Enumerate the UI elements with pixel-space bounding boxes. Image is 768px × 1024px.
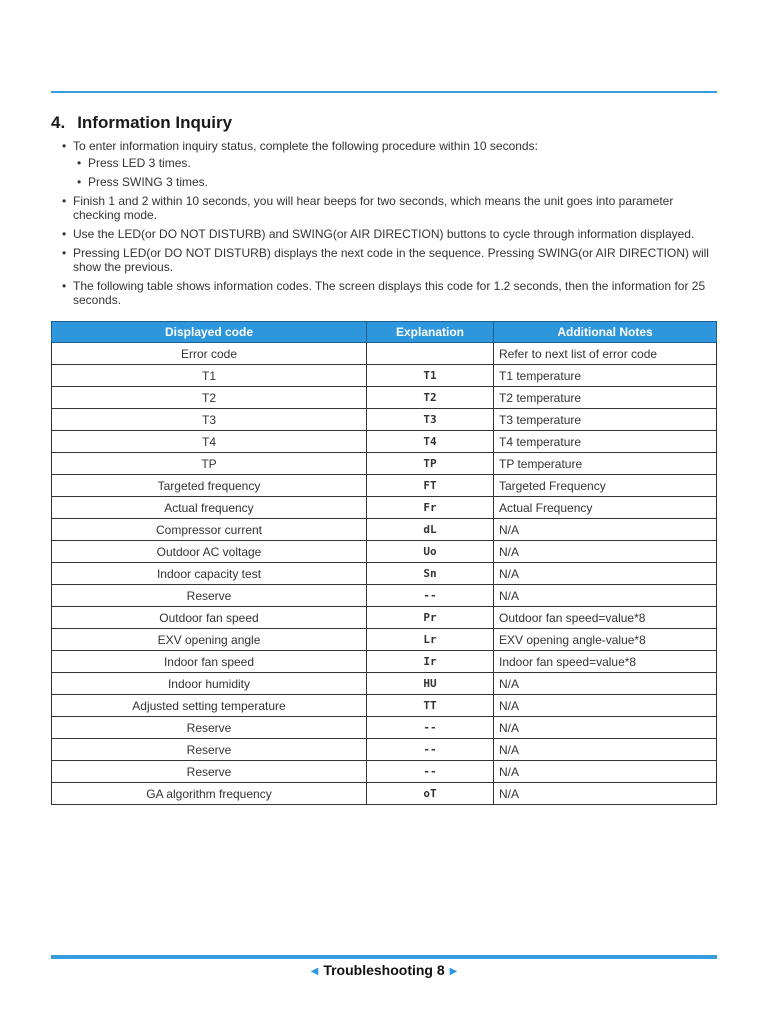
cell-notes: Targeted Frequency bbox=[494, 475, 717, 497]
cell-notes: N/A bbox=[494, 783, 717, 805]
header-displayed-code: Displayed code bbox=[52, 322, 367, 343]
cell-displayed-code: Targeted frequency bbox=[52, 475, 367, 497]
bottom-divider bbox=[51, 955, 717, 959]
table-row bbox=[52, 541, 717, 563]
cell-explanation: dL bbox=[367, 519, 494, 541]
cell-explanation: Lr bbox=[367, 629, 494, 651]
cell-notes: TP temperature bbox=[494, 453, 717, 475]
left-triangle-icon[interactable]: ◀ bbox=[310, 966, 319, 977]
cell-notes: N/A bbox=[494, 761, 717, 783]
table-row bbox=[52, 695, 717, 717]
cell-notes: Refer to next list of error code bbox=[494, 343, 717, 365]
table-row bbox=[52, 739, 717, 761]
table-row bbox=[52, 343, 717, 365]
information-code-table bbox=[51, 321, 717, 805]
table-row bbox=[52, 563, 717, 585]
cell-explanation: T3 bbox=[367, 409, 494, 431]
cell-notes: N/A bbox=[494, 695, 717, 717]
cell-notes: T1 temperature bbox=[494, 365, 717, 387]
cell-displayed-code: Outdoor fan speed bbox=[52, 607, 367, 629]
cell-displayed-code: Outdoor AC voltage bbox=[52, 541, 367, 563]
cell-explanation: Sn bbox=[367, 563, 494, 585]
cell-explanation: oT bbox=[367, 783, 494, 805]
cell-notes: T3 temperature bbox=[494, 409, 717, 431]
table-row bbox=[52, 453, 717, 475]
cell-displayed-code: Actual frequency bbox=[52, 497, 367, 519]
cell-displayed-code: Indoor capacity test bbox=[52, 563, 367, 585]
cell-displayed-code: TP bbox=[52, 453, 367, 475]
cell-explanation: T1 bbox=[367, 365, 494, 387]
cell-notes: EXV opening angle-value*8 bbox=[494, 629, 717, 651]
cell-notes: Outdoor fan speed=value*8 bbox=[494, 607, 717, 629]
cell-displayed-code: Indoor fan speed bbox=[52, 651, 367, 673]
bullet-item: • Finish 1 and 2 within 10 seconds, you will hear beeps for two seconds, which means the unit goes into parameter checking mode. bbox=[60, 194, 720, 222]
table-row bbox=[52, 431, 717, 453]
right-triangle-icon[interactable]: ▶ bbox=[449, 966, 458, 977]
cell-displayed-code: EXV opening angle bbox=[52, 629, 367, 651]
cell-explanation bbox=[367, 343, 494, 365]
sub-bullet-item: • Press SWING 3 times. bbox=[75, 175, 720, 189]
cell-explanation: -- bbox=[367, 739, 494, 761]
table-header-row bbox=[52, 322, 717, 343]
section-number: 4. bbox=[51, 113, 66, 132]
cell-displayed-code: Reserve bbox=[52, 761, 367, 783]
table-row bbox=[52, 761, 717, 783]
footer-label: Troubleshooting 8 bbox=[323, 962, 445, 978]
cell-notes: Indoor fan speed=value*8 bbox=[494, 651, 717, 673]
cell-explanation: -- bbox=[367, 761, 494, 783]
table-row bbox=[52, 365, 717, 387]
cell-displayed-code: T4 bbox=[52, 431, 367, 453]
cell-explanation: TT bbox=[367, 695, 494, 717]
cell-displayed-code: Indoor humidity bbox=[52, 673, 367, 695]
cell-notes: Actual Frequency bbox=[494, 497, 717, 519]
bullet-item: • Pressing LED(or DO NOT DISTURB) displays the next code in the sequence. Pressing SWING(or AIR DIRECTION) will show the previous. bbox=[60, 246, 720, 274]
cell-displayed-code: T2 bbox=[52, 387, 367, 409]
table-row bbox=[52, 497, 717, 519]
cell-displayed-code: GA algorithm frequency bbox=[52, 783, 367, 805]
section-title bbox=[51, 113, 232, 133]
table-row bbox=[52, 629, 717, 651]
cell-explanation: TP bbox=[367, 453, 494, 475]
bullet-item: • The following table shows information codes. The screen displays this code for 1.2 seconds, then the information for 25 seconds. bbox=[60, 279, 720, 307]
cell-notes: N/A bbox=[494, 563, 717, 585]
cell-notes: N/A bbox=[494, 717, 717, 739]
table-row bbox=[52, 585, 717, 607]
cell-explanation: Uo bbox=[367, 541, 494, 563]
cell-explanation: Pr bbox=[367, 607, 494, 629]
cell-notes: N/A bbox=[494, 739, 717, 761]
cell-displayed-code: Compressor current bbox=[52, 519, 367, 541]
cell-notes: T4 temperature bbox=[494, 431, 717, 453]
instruction-list bbox=[60, 139, 720, 312]
cell-displayed-code: Reserve bbox=[52, 739, 367, 761]
bullet-item: • Use the LED(or DO NOT DISTURB) and SWING(or AIR DIRECTION) buttons to cycle through information displayed. bbox=[60, 227, 720, 241]
cell-notes: N/A bbox=[494, 541, 717, 563]
sub-bullet-item: • Press LED 3 times. bbox=[75, 156, 720, 170]
table-row bbox=[52, 387, 717, 409]
cell-explanation: Ir bbox=[367, 651, 494, 673]
cell-explanation: FT bbox=[367, 475, 494, 497]
top-divider bbox=[51, 91, 717, 93]
cell-notes: N/A bbox=[494, 519, 717, 541]
cell-displayed-code: T3 bbox=[52, 409, 367, 431]
section-heading: Information Inquiry bbox=[77, 113, 233, 132]
cell-explanation: Fr bbox=[367, 497, 494, 519]
cell-displayed-code: Error code bbox=[52, 343, 367, 365]
header-additional-notes: Additional Notes bbox=[494, 322, 717, 343]
cell-displayed-code: Adjusted setting temperature bbox=[52, 695, 367, 717]
cell-displayed-code: Reserve bbox=[52, 717, 367, 739]
table-row bbox=[52, 475, 717, 497]
table-row bbox=[52, 783, 717, 805]
cell-displayed-code: Reserve bbox=[52, 585, 367, 607]
table-row bbox=[52, 607, 717, 629]
cell-notes: N/A bbox=[494, 673, 717, 695]
table-row bbox=[52, 519, 717, 541]
table-row bbox=[52, 717, 717, 739]
cell-explanation: T2 bbox=[367, 387, 494, 409]
cell-explanation: HU bbox=[367, 673, 494, 695]
bullet-item: • To enter information inquiry status, complete the following procedure within 10 seconds: bbox=[60, 139, 720, 153]
page-footer bbox=[0, 962, 768, 978]
cell-explanation: T4 bbox=[367, 431, 494, 453]
cell-explanation: -- bbox=[367, 585, 494, 607]
table-row bbox=[52, 651, 717, 673]
header-explanation: Explanation bbox=[367, 322, 494, 343]
cell-displayed-code: T1 bbox=[52, 365, 367, 387]
cell-notes: T2 temperature bbox=[494, 387, 717, 409]
table-row bbox=[52, 673, 717, 695]
cell-explanation: -- bbox=[367, 717, 494, 739]
cell-notes: N/A bbox=[494, 585, 717, 607]
table-row bbox=[52, 409, 717, 431]
